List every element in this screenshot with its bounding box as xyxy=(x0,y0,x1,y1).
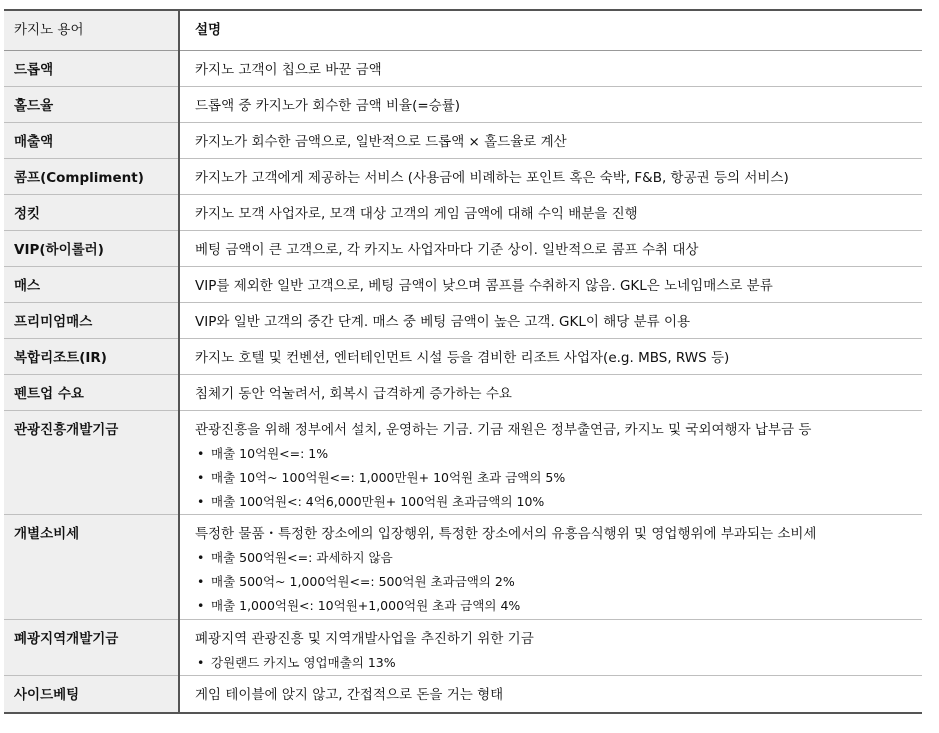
bullet-item: • 매출 1,000억원<: 10억원+1,000억원 초과 금액의 4% xyxy=(195,594,912,618)
bullet-list xyxy=(195,546,912,618)
bullet-item: • 매출 500억원<=: 과세하지 않음 xyxy=(195,546,912,570)
term-cell: 사이드베팅 xyxy=(4,676,179,713)
header-description: 설명 xyxy=(179,10,922,51)
description-cell xyxy=(179,620,922,676)
header-term: 카지노 용어 xyxy=(4,10,179,51)
table-row xyxy=(4,267,922,303)
description-text: 카지노 고객이 칩으로 바꾼 금액 xyxy=(195,62,382,78)
description-cell xyxy=(179,231,922,267)
term-cell: 매스 xyxy=(4,267,179,303)
description-text: 드롭액 중 카지노가 회수한 금액 비율(=승률) xyxy=(195,98,460,114)
bullet-item: • 매출 10억~ 100억원<=: 1,000만원+ 10억원 초과 금액의 5% xyxy=(195,466,912,490)
description-cell xyxy=(179,267,922,303)
description-text: 특정한 물품・특정한 장소에의 입장행위, 특정한 장소에서의 유흥음식행위 및 영업행위에 부과되는 소비세 xyxy=(195,526,817,542)
bullet-list xyxy=(195,651,912,675)
table-row xyxy=(4,87,922,123)
description-cell xyxy=(179,303,922,339)
bullet-item: • 매출 500억~ 1,000억원<=: 500억원 초과금액의 2% xyxy=(195,570,912,594)
bullet-item: • 매출 100억원<: 4억6,000만원+ 100억원 초과금액의 10% xyxy=(195,490,912,514)
description-cell xyxy=(179,339,922,375)
bullet-item: • 매출 10억원<=: 1% xyxy=(195,442,912,466)
table-row xyxy=(4,515,922,620)
table-header xyxy=(4,10,922,51)
table-row xyxy=(4,51,922,87)
description-cell xyxy=(179,411,922,515)
description-text: VIP와 일반 고객의 중간 단계. 매스 중 베팅 금액이 높은 고객. GKL이 해당 분류 이용 xyxy=(195,314,691,330)
description-text: 베팅 금액이 큰 고객으로, 각 카지노 사업자마다 기준 상이. 일반적으로 콤프 수취 대상 xyxy=(195,242,699,258)
term-cell: 콤프(Compliment) xyxy=(4,159,179,195)
term-cell: 드롭액 xyxy=(4,51,179,87)
table-row xyxy=(4,676,922,713)
description-text: VIP를 제외한 일반 고객으로, 베팅 금액이 낮으며 콤프를 수취하지 않음. GKL은 노네임매스로 분류 xyxy=(195,278,773,294)
term-cell: 정킷 xyxy=(4,195,179,231)
table-row xyxy=(4,411,922,515)
table-row xyxy=(4,339,922,375)
term-cell: 개별소비세 xyxy=(4,515,179,620)
description-cell xyxy=(179,676,922,713)
description-cell xyxy=(179,123,922,159)
table-row xyxy=(4,123,922,159)
description-cell xyxy=(179,195,922,231)
term-cell: 매출액 xyxy=(4,123,179,159)
description-text: 게임 테이블에 앉지 않고, 간접적으로 돈을 거는 형태 xyxy=(195,687,504,703)
description-cell xyxy=(179,51,922,87)
term-cell: 폐광지역개발기금 xyxy=(4,620,179,676)
description-text: 카지노 모객 사업자로, 모객 대상 고객의 게임 금액에 대해 수익 배분을 진행 xyxy=(195,206,638,222)
description-text: 관광진흥을 위해 정부에서 설치, 운영하는 기금. 기금 재원은 정부출연금, 카지노 및 국외여행자 납부금 등 xyxy=(195,422,812,438)
table-row xyxy=(4,195,922,231)
description-cell xyxy=(179,159,922,195)
table-row xyxy=(4,231,922,267)
bullet-item: • 강원랜드 카지노 영업매출의 13% xyxy=(195,651,912,675)
description-text: 폐광지역 관광진흥 및 지역개발사업을 추진하기 위한 기금 xyxy=(195,631,534,647)
description-text: 침체기 동안 억눌려서, 회복시 급격하게 증가하는 수요 xyxy=(195,386,512,402)
bullet-list xyxy=(195,442,912,514)
term-cell: 홀드율 xyxy=(4,87,179,123)
term-cell: VIP(하이롤러) xyxy=(4,231,179,267)
term-cell: 프리미엄매스 xyxy=(4,303,179,339)
description-text: 카지노 호텔 및 컨벤션, 엔터테인먼트 시설 등을 겸비한 리조트 사업자(e.g. MBS, RWS 등) xyxy=(195,350,730,366)
term-cell: 관광진흥개발기금 xyxy=(4,411,179,515)
table-row xyxy=(4,159,922,195)
table-body xyxy=(4,51,922,713)
table-row xyxy=(4,375,922,411)
table-row xyxy=(4,303,922,339)
description-cell xyxy=(179,515,922,620)
term-cell: 복합리조트(IR) xyxy=(4,339,179,375)
term-cell: 펜트업 수요 xyxy=(4,375,179,411)
casino-glossary-table xyxy=(4,9,922,714)
description-text: 카지노가 회수한 금액으로, 일반적으로 드롭액 × 홀드율로 계산 xyxy=(195,134,567,150)
description-cell xyxy=(179,87,922,123)
description-cell xyxy=(179,375,922,411)
table-row xyxy=(4,620,922,676)
description-text: 카지노가 고객에게 제공하는 서비스 (사용금에 비례하는 포인트 혹은 숙박, F&B, 항공권 등의 서비스) xyxy=(195,170,789,186)
